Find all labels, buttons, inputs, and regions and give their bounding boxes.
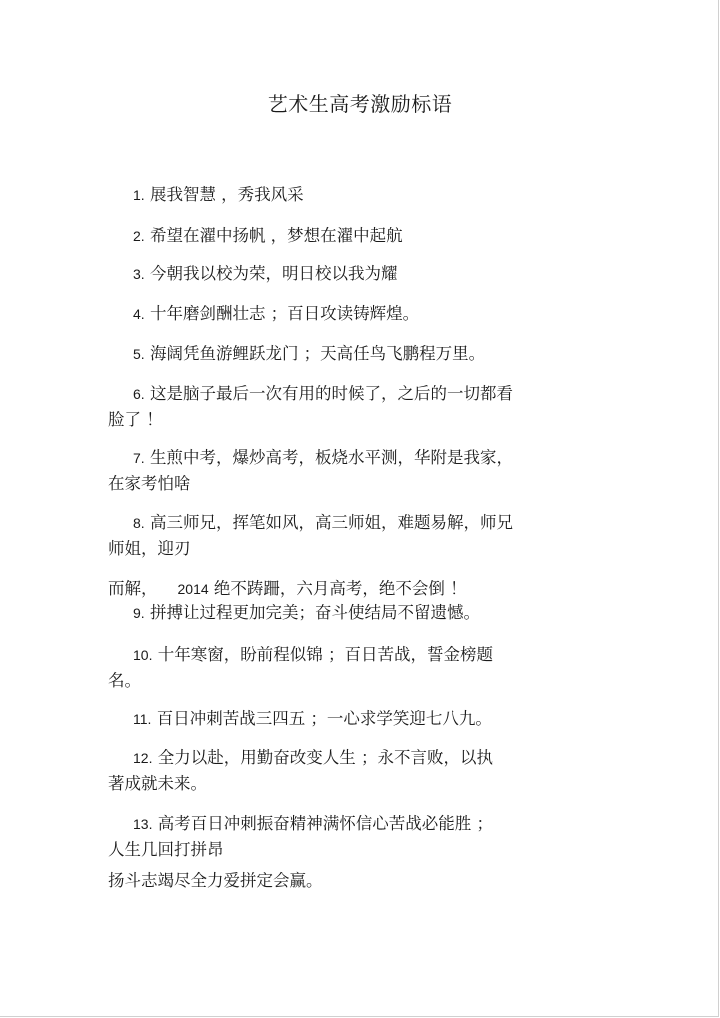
item-number: 2. — [133, 228, 145, 244]
item-text: 高三师兄，挥笔如风，高三师姐，难题易解，师兄 — [149, 513, 513, 532]
slogan-item-11 — [108, 706, 578, 732]
document-title: 艺术生高考激励标语 — [267, 92, 453, 116]
item-text: 扬斗志竭尽全力爱拼定会赢。 — [108, 871, 323, 890]
item-text: 拼搏让过程更加完美；奋斗使结局不留遗憾。 — [149, 603, 480, 622]
slogan-item-8 — [108, 510, 578, 602]
item-number: 7. — [133, 450, 145, 466]
item-text: 生煎中考，爆炒高考，板烧水平测，华附是我家， — [149, 448, 513, 467]
item-number: 13. — [133, 816, 153, 832]
item-text: 十年寒窗，盼前程似锦 ；百日苦战，誓金榜题 — [157, 645, 493, 664]
item-number: 5. — [133, 346, 145, 362]
item-text: 在家考怕啥 — [108, 474, 191, 493]
item-text: 百日冲刺苦战三四五 ；一心求学笑迎七八九。 — [156, 709, 492, 728]
item-text: 绝不踌跚，六月高考，绝不会倒 ！ — [213, 579, 467, 598]
item-text: 海阔凭鱼游鲤跃龙门 ；天高任鸟飞鹏程万里。 — [149, 344, 486, 363]
item-text: 全力以赴，用勤奋改变人生 ；永不言败，以执 — [157, 748, 493, 767]
item-number: 9. — [133, 605, 145, 621]
item-number: 11. — [133, 711, 152, 727]
item-text: 名。 — [108, 671, 141, 690]
item-number: 6. — [133, 386, 145, 402]
slogan-item-9 — [108, 600, 578, 626]
slogan-item-7 — [108, 445, 578, 497]
item-text: 十年磨剑酬壮志 ；百日攻读铸辉煌。 — [149, 304, 420, 323]
item-text: 高考百日冲刺振奋精神满怀信心苦战必能胜 ； — [157, 814, 493, 833]
item-text: 这是脑子最后一次有用的时候了，之后的一切都看 — [149, 384, 513, 403]
slogan-item-2 — [108, 223, 578, 249]
item-text: 人生几回打拼昂 — [108, 840, 224, 859]
item-number: 10. — [133, 647, 153, 663]
item-number: 8. — [133, 515, 145, 531]
item-number: 1. — [133, 187, 145, 203]
year-number: 2014 — [177, 581, 209, 597]
item-text: 著成就未来。 — [108, 774, 207, 793]
slogan-item-12 — [108, 745, 578, 797]
slogan-item-1 — [108, 182, 578, 208]
item-text: 今朝我以校为荣，明日校以我为耀 — [149, 264, 398, 283]
item-text: 脸了 ！ — [108, 410, 163, 429]
slogan-item-4 — [108, 301, 578, 327]
item-number: 12. — [133, 750, 153, 766]
item-text: 而解， — [108, 579, 158, 598]
slogan-item-5 — [108, 341, 578, 367]
item-number: 3. — [133, 266, 145, 282]
item-text: 希望在濯中扬帆 ，梦想在濯中起航 — [149, 226, 403, 245]
item-text: 展我智慧 ，秀我风采 — [149, 185, 304, 204]
slogan-item-10 — [108, 642, 578, 694]
slogan-item-3 — [108, 261, 578, 287]
slogan-item-6 — [108, 381, 578, 433]
item-number: 4. — [133, 306, 145, 322]
slogan-item-13 — [108, 811, 578, 894]
item-text: 师姐，迎刃 — [108, 539, 191, 558]
